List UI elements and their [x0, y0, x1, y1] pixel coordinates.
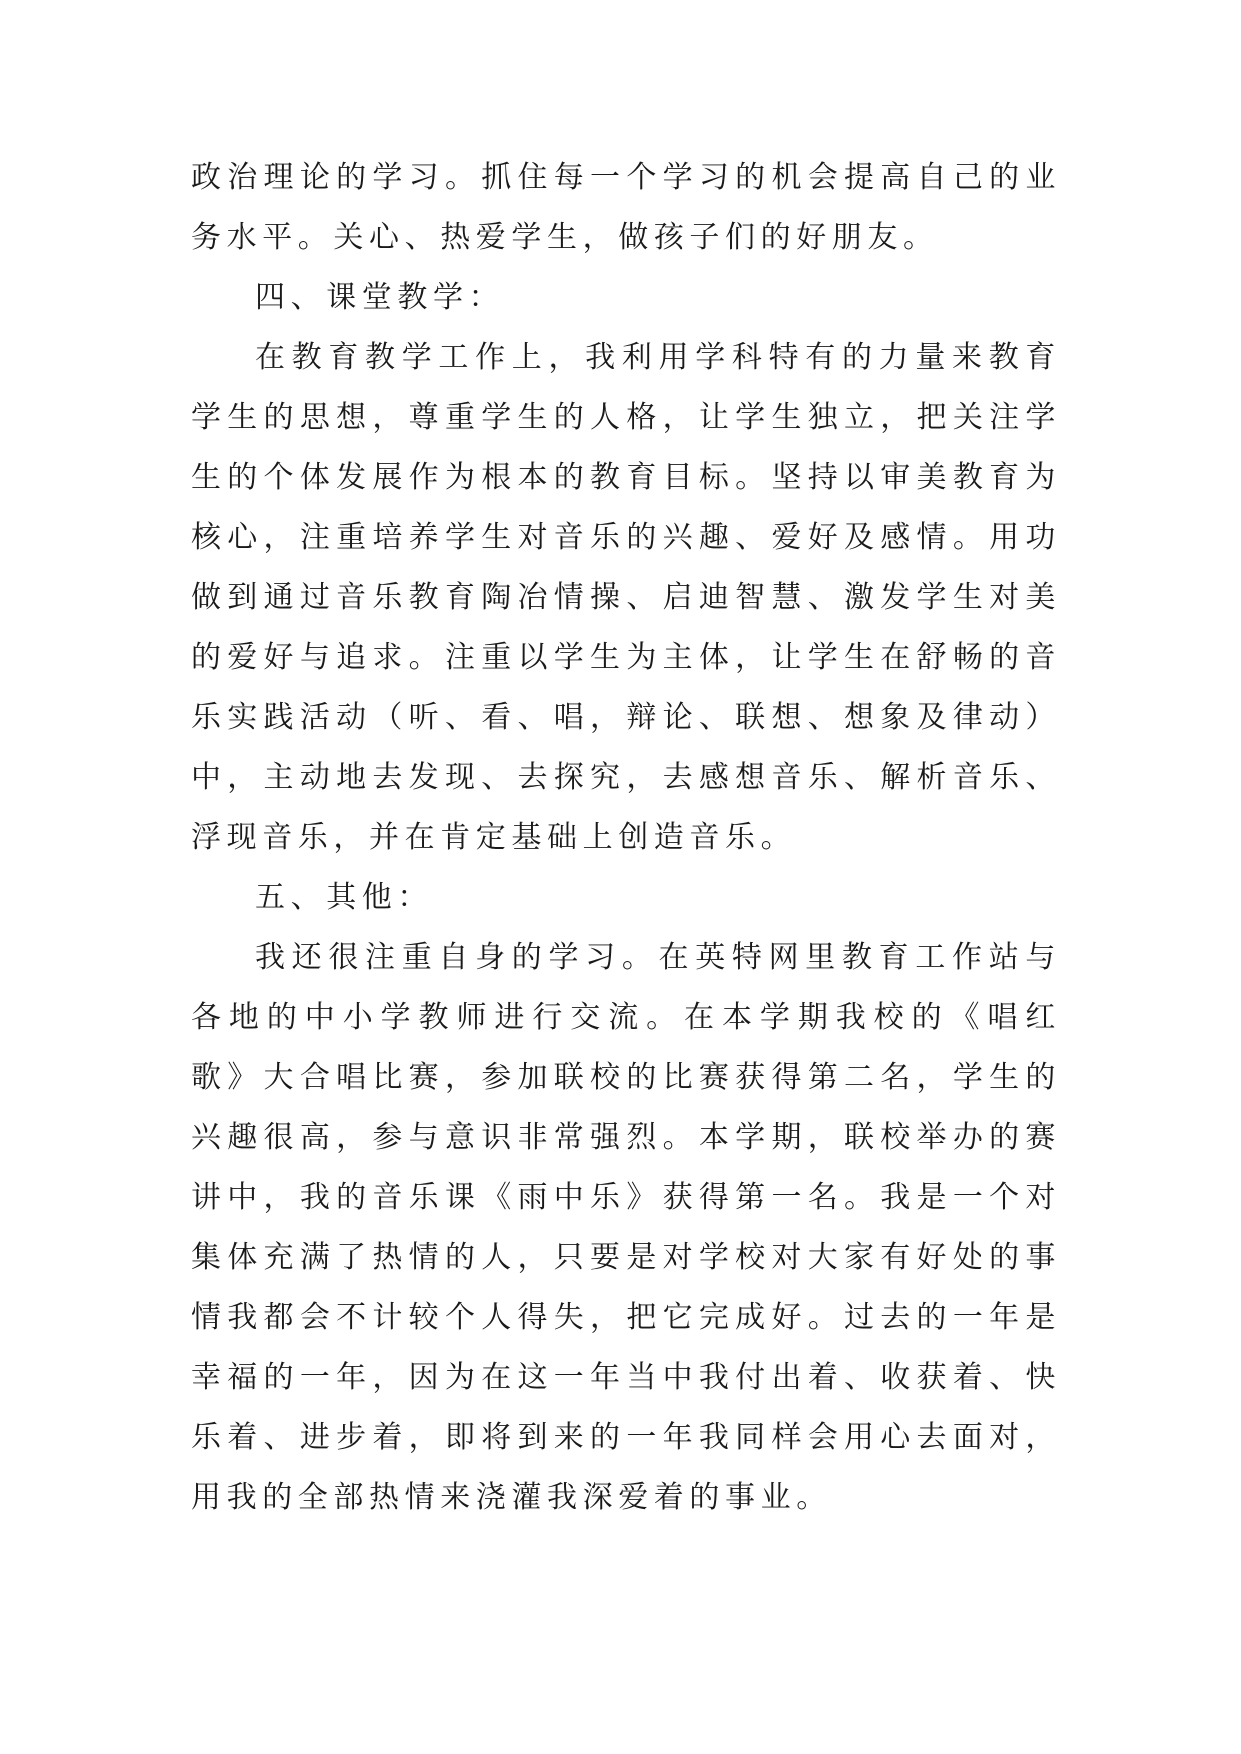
paragraph-continuation: 政治理论的学习。抓住每一个学习的机会提高自己的业务水平。关心、热爱学生，做孩子们的好朋友。: [191, 160, 1061, 255]
document-body: [191, 148, 1061, 1528]
paragraph-other: 我还很注重自身的学习。在英特网里教育工作站与各地的中小学教师进行交流。在本学期我校的《唱红歌》大合唱比赛，参加联校的比赛获得第二名，学生的兴趣很高，参与意识非常强烈。本学期，联校举办的赛讲中，我的音乐课《雨中乐》获得第一名。我是一个对集体充满了热情的人，只要是对学校对大家有好处的事情我都会不计较个人得失，把它完成好。过去的一年是幸福的一年，因为在这一年当中我付出着、收获着、快乐着、进步着，即将到来的一年我同样会用心去面对，用我的全部热情来浇灌我深爱着的事业。: [191, 940, 1061, 1515]
paragraph-classroom-teaching: 在教育教学工作上，我利用学科特有的力量来教育学生的思想，尊重学生的人格，让学生独立，把关注学生的个体发展作为根本的教育目标。坚持以审美教育为核心，注重培养学生对音乐的兴趣、爱好及感情。用功做到通过音乐教育陶冶情操、启迪智慧、激发学生对美的爱好与追求。注重以学生为主体，让学生在舒畅的音乐实践活动（听、看、唱，辩论、联想、想象及律动）中，主动地去发现、去探究，去感想音乐、解析音乐、浮现音乐，并在肯定基础上创造音乐。: [191, 340, 1061, 855]
section-heading-other: 五、其他：: [255, 880, 433, 915]
section-heading-classroom-teaching: 四、课堂教学：: [255, 280, 505, 315]
